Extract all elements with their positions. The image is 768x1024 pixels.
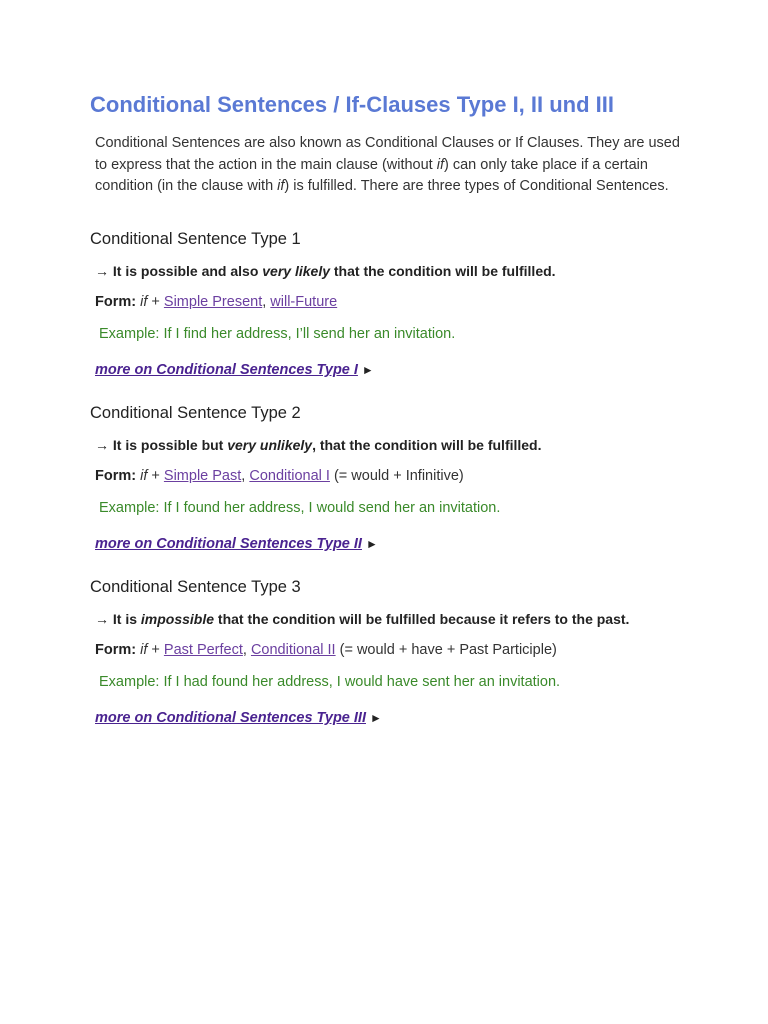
section-form bbox=[95, 468, 464, 484]
form-link-simple-present[interactable]: Simple Present bbox=[163, 294, 263, 310]
more-link-type-2[interactable]: more on Conditional Sentences Type II bbox=[95, 536, 362, 552]
summary-text-b: that the condition will be fulfilled because it refers to the past. bbox=[214, 611, 630, 627]
section-heading: Conditional Sentence Type 3 bbox=[90, 578, 301, 596]
section-more bbox=[95, 362, 374, 378]
form-label: Form: bbox=[95, 294, 137, 310]
form-rest: (= would + Infinitive) bbox=[329, 468, 464, 484]
form-link-will-future[interactable]: will-Future bbox=[270, 294, 338, 310]
summary-text-a: → It is possible and also bbox=[95, 263, 263, 279]
form-plus: + bbox=[147, 642, 164, 658]
form-rest: (= would + have + Past Participle) bbox=[335, 642, 557, 658]
triangle-right-icon: ► bbox=[365, 537, 378, 551]
intro-text-2: ) can only take place if a certain condition (in the clause with bbox=[95, 156, 648, 194]
more-link-type-3[interactable]: more on Conditional Sentences Type III bbox=[95, 710, 366, 726]
form-label: Form: bbox=[95, 642, 137, 658]
form-plus: + bbox=[147, 294, 164, 310]
form-plus: + bbox=[147, 468, 164, 484]
section-example: Example: If I found her address, I would send her an invitation. bbox=[99, 500, 501, 516]
summary-text-a: → It is bbox=[95, 611, 141, 627]
intro-paragraph bbox=[95, 133, 685, 198]
section-summary bbox=[95, 611, 629, 627]
section-more bbox=[95, 536, 378, 552]
triangle-right-icon: ► bbox=[369, 711, 382, 725]
page-title: Conditional Sentences / If-Clauses Type I, II und III bbox=[90, 92, 615, 117]
form-link-past-perfect[interactable]: Past Perfect bbox=[163, 642, 243, 658]
section-heading: Conditional Sentence Type 2 bbox=[90, 404, 301, 422]
form-link-simple-past[interactable]: Simple Past bbox=[163, 468, 242, 484]
form-comma: , bbox=[262, 294, 271, 310]
section-form bbox=[95, 642, 557, 658]
intro-text-1: Conditional Sentences are also known as Conditional Clauses or If Clauses. They are used to express that the action in the main clause (without bbox=[95, 135, 680, 173]
section-more bbox=[95, 710, 382, 726]
more-link-type-1[interactable]: more on Conditional Sentences Type I bbox=[95, 362, 358, 378]
form-if: if bbox=[140, 294, 148, 310]
summary-emphasis: very likely bbox=[262, 263, 330, 279]
summary-emphasis: impossible bbox=[140, 611, 215, 627]
section-example: Example: If I had found her address, I would have sent her an invitation. bbox=[99, 674, 561, 690]
section-summary bbox=[95, 263, 556, 279]
form-link-conditional-ii[interactable]: Conditional II bbox=[250, 642, 336, 658]
form-if: if bbox=[140, 468, 148, 484]
intro-text-3: ) is fulfilled. There are three types of Conditional Sentences. bbox=[284, 178, 669, 194]
summary-emphasis: very unlikely bbox=[227, 437, 313, 453]
form-comma: , bbox=[242, 642, 251, 658]
section-example: Example: If I find her address, I’ll send her an invitation. bbox=[99, 326, 456, 342]
intro-if-2: if bbox=[277, 178, 285, 194]
section-summary bbox=[95, 437, 542, 453]
intro-if-1: if bbox=[436, 156, 444, 173]
section-form bbox=[95, 294, 337, 310]
form-if: if bbox=[140, 642, 148, 658]
summary-text-a: → It is possible but bbox=[95, 437, 228, 453]
section-heading: Conditional Sentence Type 1 bbox=[90, 230, 301, 248]
form-comma: , bbox=[241, 468, 250, 484]
summary-text-b: that the condition will be fulfilled. bbox=[330, 263, 556, 279]
summary-text-b: , that the condition will be fulfilled. bbox=[312, 437, 542, 453]
form-label: Form: bbox=[95, 468, 137, 484]
form-link-conditional-i[interactable]: Conditional I bbox=[249, 468, 330, 484]
triangle-right-icon: ► bbox=[361, 363, 374, 377]
